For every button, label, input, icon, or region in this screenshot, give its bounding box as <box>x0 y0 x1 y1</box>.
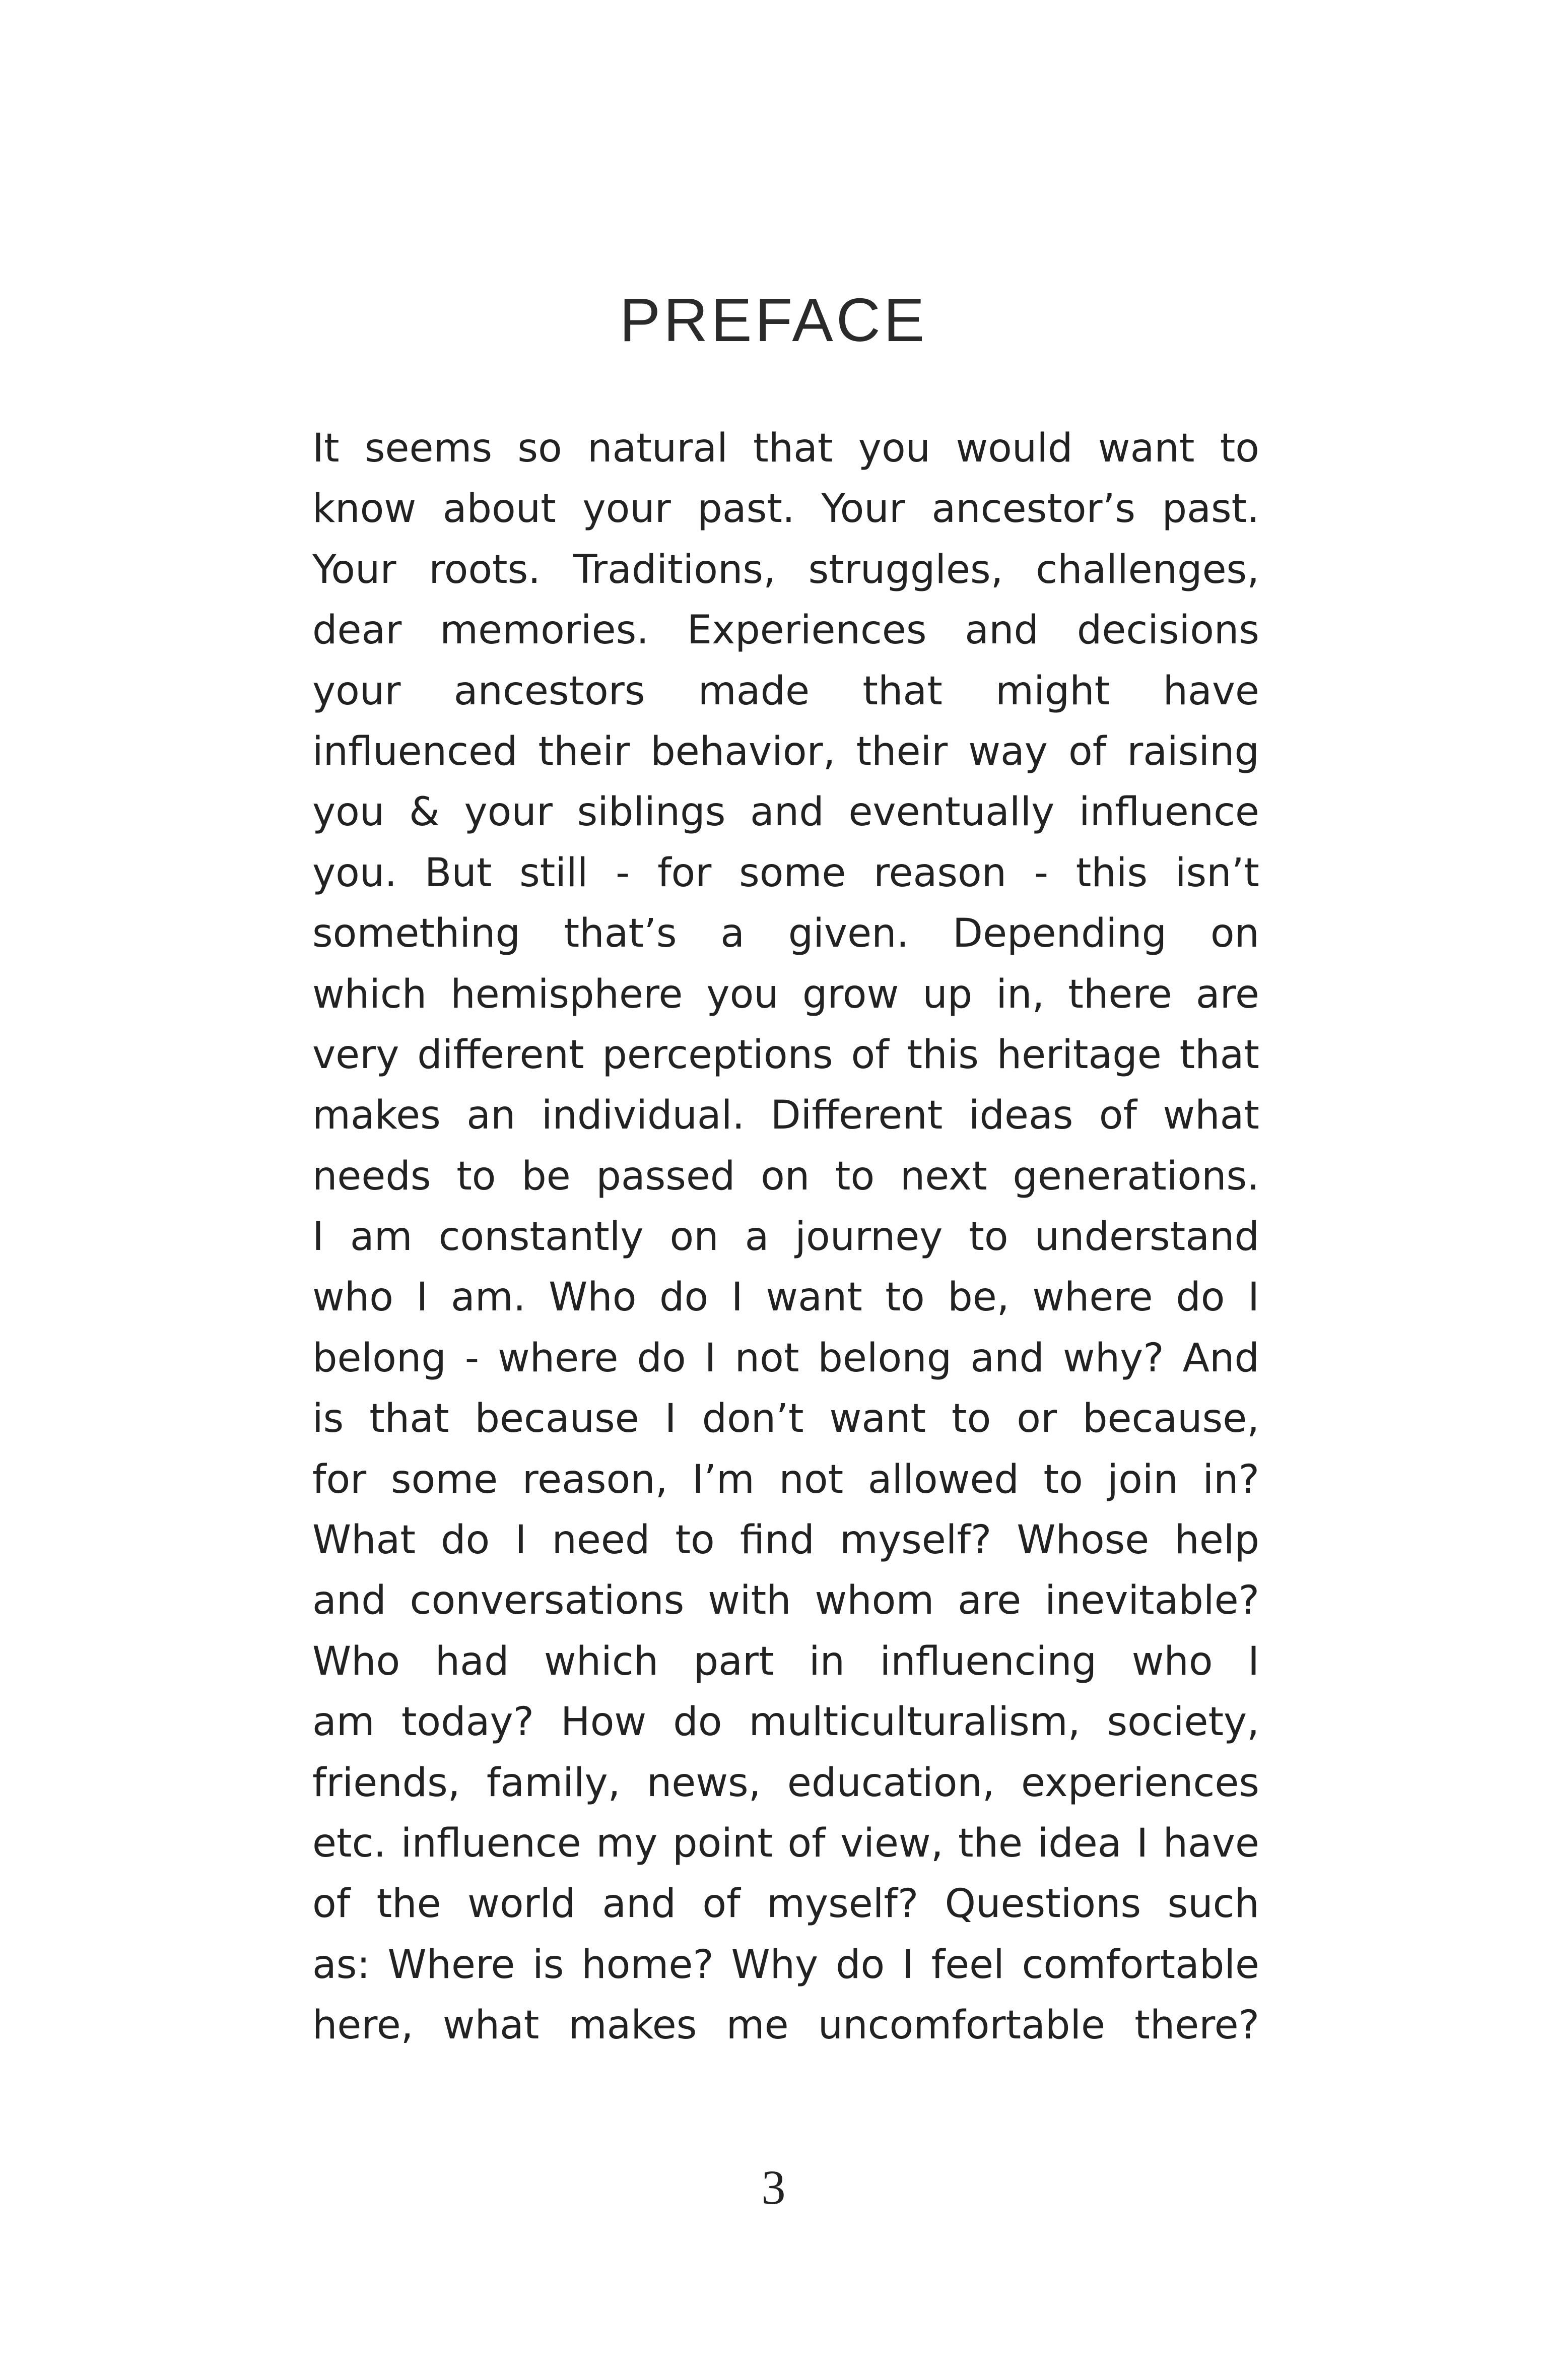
body-line: for some reason, I’m not allowed to join in? <box>312 1457 1259 1502</box>
body-line: very different perceptions of this heritage that <box>312 1032 1259 1078</box>
body-line: am today? How do multiculturalism, society, <box>312 1699 1259 1745</box>
body-line: What do I need to find myself? Whose help <box>312 1517 1259 1563</box>
body-line: as: Where is home? Why do I feel comfortable <box>312 1942 1259 1988</box>
chapter-title: PREFACE <box>619 286 928 354</box>
body-line: makes an individual. Different ideas of what <box>312 1093 1259 1139</box>
body-text <box>312 418 1259 2056</box>
page-number: 3 <box>761 2160 786 2214</box>
body-line: etc. influence my point of view, the idea I have <box>312 1820 1259 1866</box>
body-line: who I am. Who do I want to be, where do I <box>312 1275 1259 1320</box>
body-line: dear memories. Experiences and decisions <box>312 608 1259 653</box>
body-line: your ancestors made that might have <box>312 668 1259 714</box>
body-line: Your roots. Traditions, struggles, challenges, <box>312 547 1259 592</box>
body-line: know about your past. Your ancestor’s past. <box>312 486 1259 532</box>
body-line: here, what makes me uncomfortable there? <box>312 2003 1259 2048</box>
body-line: needs to be passed on to next generations. <box>312 1153 1259 1199</box>
body-line: something that’s a given. Depending on <box>312 911 1259 957</box>
body-line: Who had which part in influencing who I <box>312 1638 1259 1684</box>
body-line: you & your siblings and eventually influence <box>312 789 1259 835</box>
body-line: I am constantly on a journey to understand <box>312 1214 1259 1260</box>
body-line: of the world and of myself? Questions such <box>312 1881 1259 1927</box>
body-line: It seems so natural that you would want to <box>312 426 1259 471</box>
body-line: friends, family, news, education, experiences <box>312 1760 1259 1806</box>
body-line: is that because I don’t want to or because, <box>312 1396 1259 1442</box>
body-line: belong - where do I not belong and why? And <box>312 1335 1259 1381</box>
body-line: you. But still - for some reason - this isn’t <box>312 850 1259 896</box>
body-line: influenced their behavior, their way of raising <box>312 729 1259 774</box>
body-line: and conversations with whom are inevitable? <box>312 1578 1259 1624</box>
body-line: which hemisphere you grow up in, there are <box>312 971 1259 1017</box>
